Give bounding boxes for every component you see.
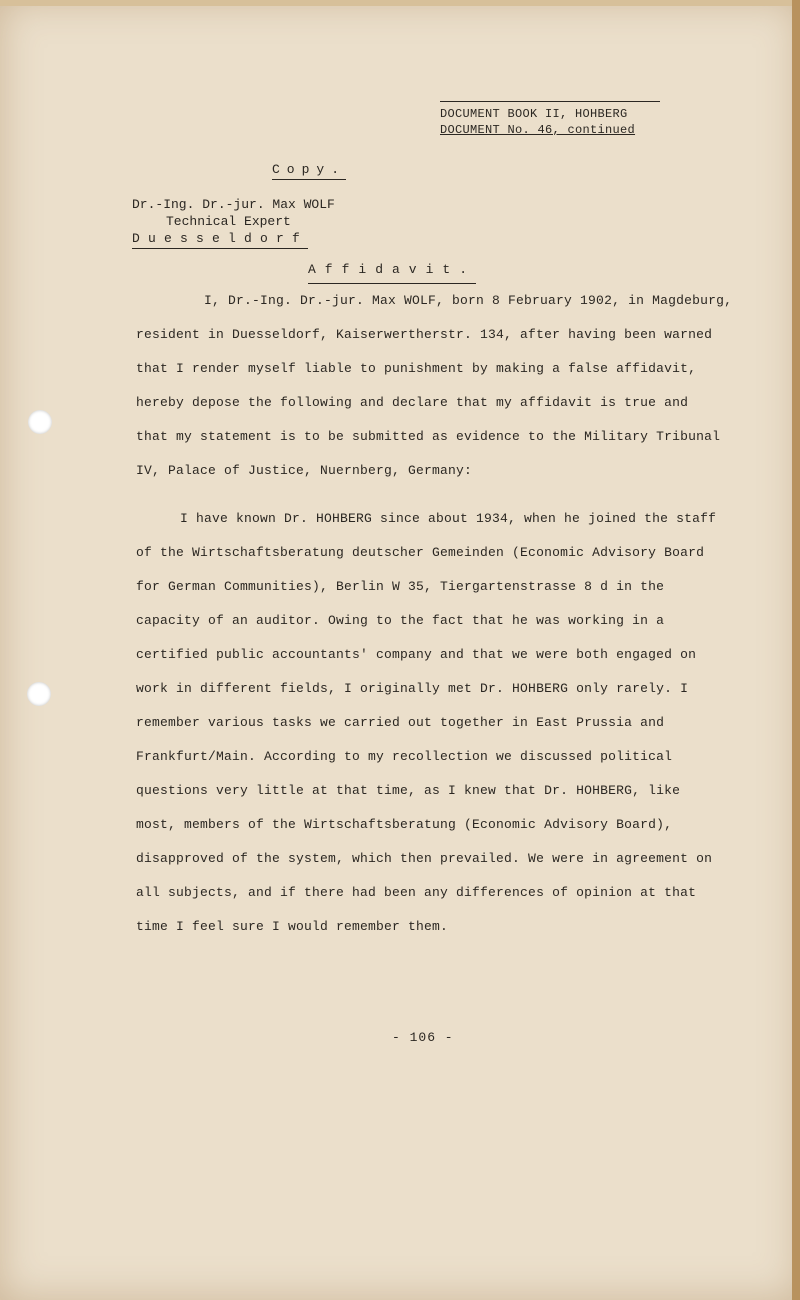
text-line: certified public accountants' company and that we were both engaged on — [136, 647, 697, 662]
text-line: remember various tasks we carried out together in East Prussia and — [136, 715, 665, 730]
text-line: I, Dr.-Ing. Dr.-jur. Max WOLF, born 8 February 1902, in Magdeburg, — [204, 293, 733, 308]
text-line: all subjects, and if there had been any differences of opinion at that — [136, 885, 697, 900]
header-line-document: DOCUMENT No. 46, continued — [440, 123, 636, 137]
text-line: capacity of an auditor. Owing to the fact that he was working in a — [136, 613, 665, 628]
text-line: work in different fields, I originally met Dr. HOHBERG only rarely. I — [136, 681, 689, 696]
copy-label: Copy. — [272, 162, 346, 180]
text-line: hereby depose the following and declare that my affidavit is true and — [136, 395, 689, 410]
text-line: resident in Duesseldorf, Kaiserwertherstr. 134, after having been warned — [136, 327, 713, 342]
text-line: that I render myself liable to punishment by making a false affidavit, — [136, 361, 697, 376]
text-line: time I feel sure I would remember them. — [136, 919, 449, 934]
author-name: Dr.-Ing. Dr.-jur. Max WOLF — [132, 197, 335, 212]
page-number: - 106 - — [392, 1030, 454, 1045]
document-header — [440, 101, 660, 138]
page-right-edge — [792, 0, 800, 1300]
address-block — [132, 196, 335, 249]
paragraph-oath — [136, 284, 746, 488]
text-line: that my statement is to be submitted as evidence to the Military Tribunal — [136, 429, 721, 444]
text-line: most, members of the Wirtschaftsberatung (Economic Advisory Board), — [136, 817, 673, 832]
author-city: Duesseldorf — [132, 230, 308, 249]
header-line-book: DOCUMENT BOOK II, HOHBERG — [440, 107, 628, 121]
punch-hole — [28, 410, 52, 434]
text-line: for German Communities), Berlin W 35, Tiergartenstrasse 8 d in the — [136, 579, 665, 594]
text-line: questions very little at that time, as I knew that Dr. HOHBERG, like — [136, 783, 681, 798]
punch-hole — [27, 682, 51, 706]
text-line: I have known Dr. HOHBERG since about 1934, when he joined the staff — [180, 511, 717, 526]
paragraph-statement — [136, 502, 746, 944]
text-line: IV, Palace of Justice, Nuernberg, Germany: — [136, 463, 473, 478]
affidavit-title: Affidavit. — [308, 262, 476, 284]
page-top-edge — [0, 0, 800, 6]
text-line: of the Wirtschaftsberatung deutscher Gemeinden (Economic Advisory Board — [136, 545, 705, 560]
text-line: disapproved of the system, which then prevailed. We were in agreement on — [136, 851, 713, 866]
text-line: Frankfurt/Main. According to my recollection we discussed political — [136, 749, 673, 764]
author-title: Technical Expert — [166, 214, 291, 229]
